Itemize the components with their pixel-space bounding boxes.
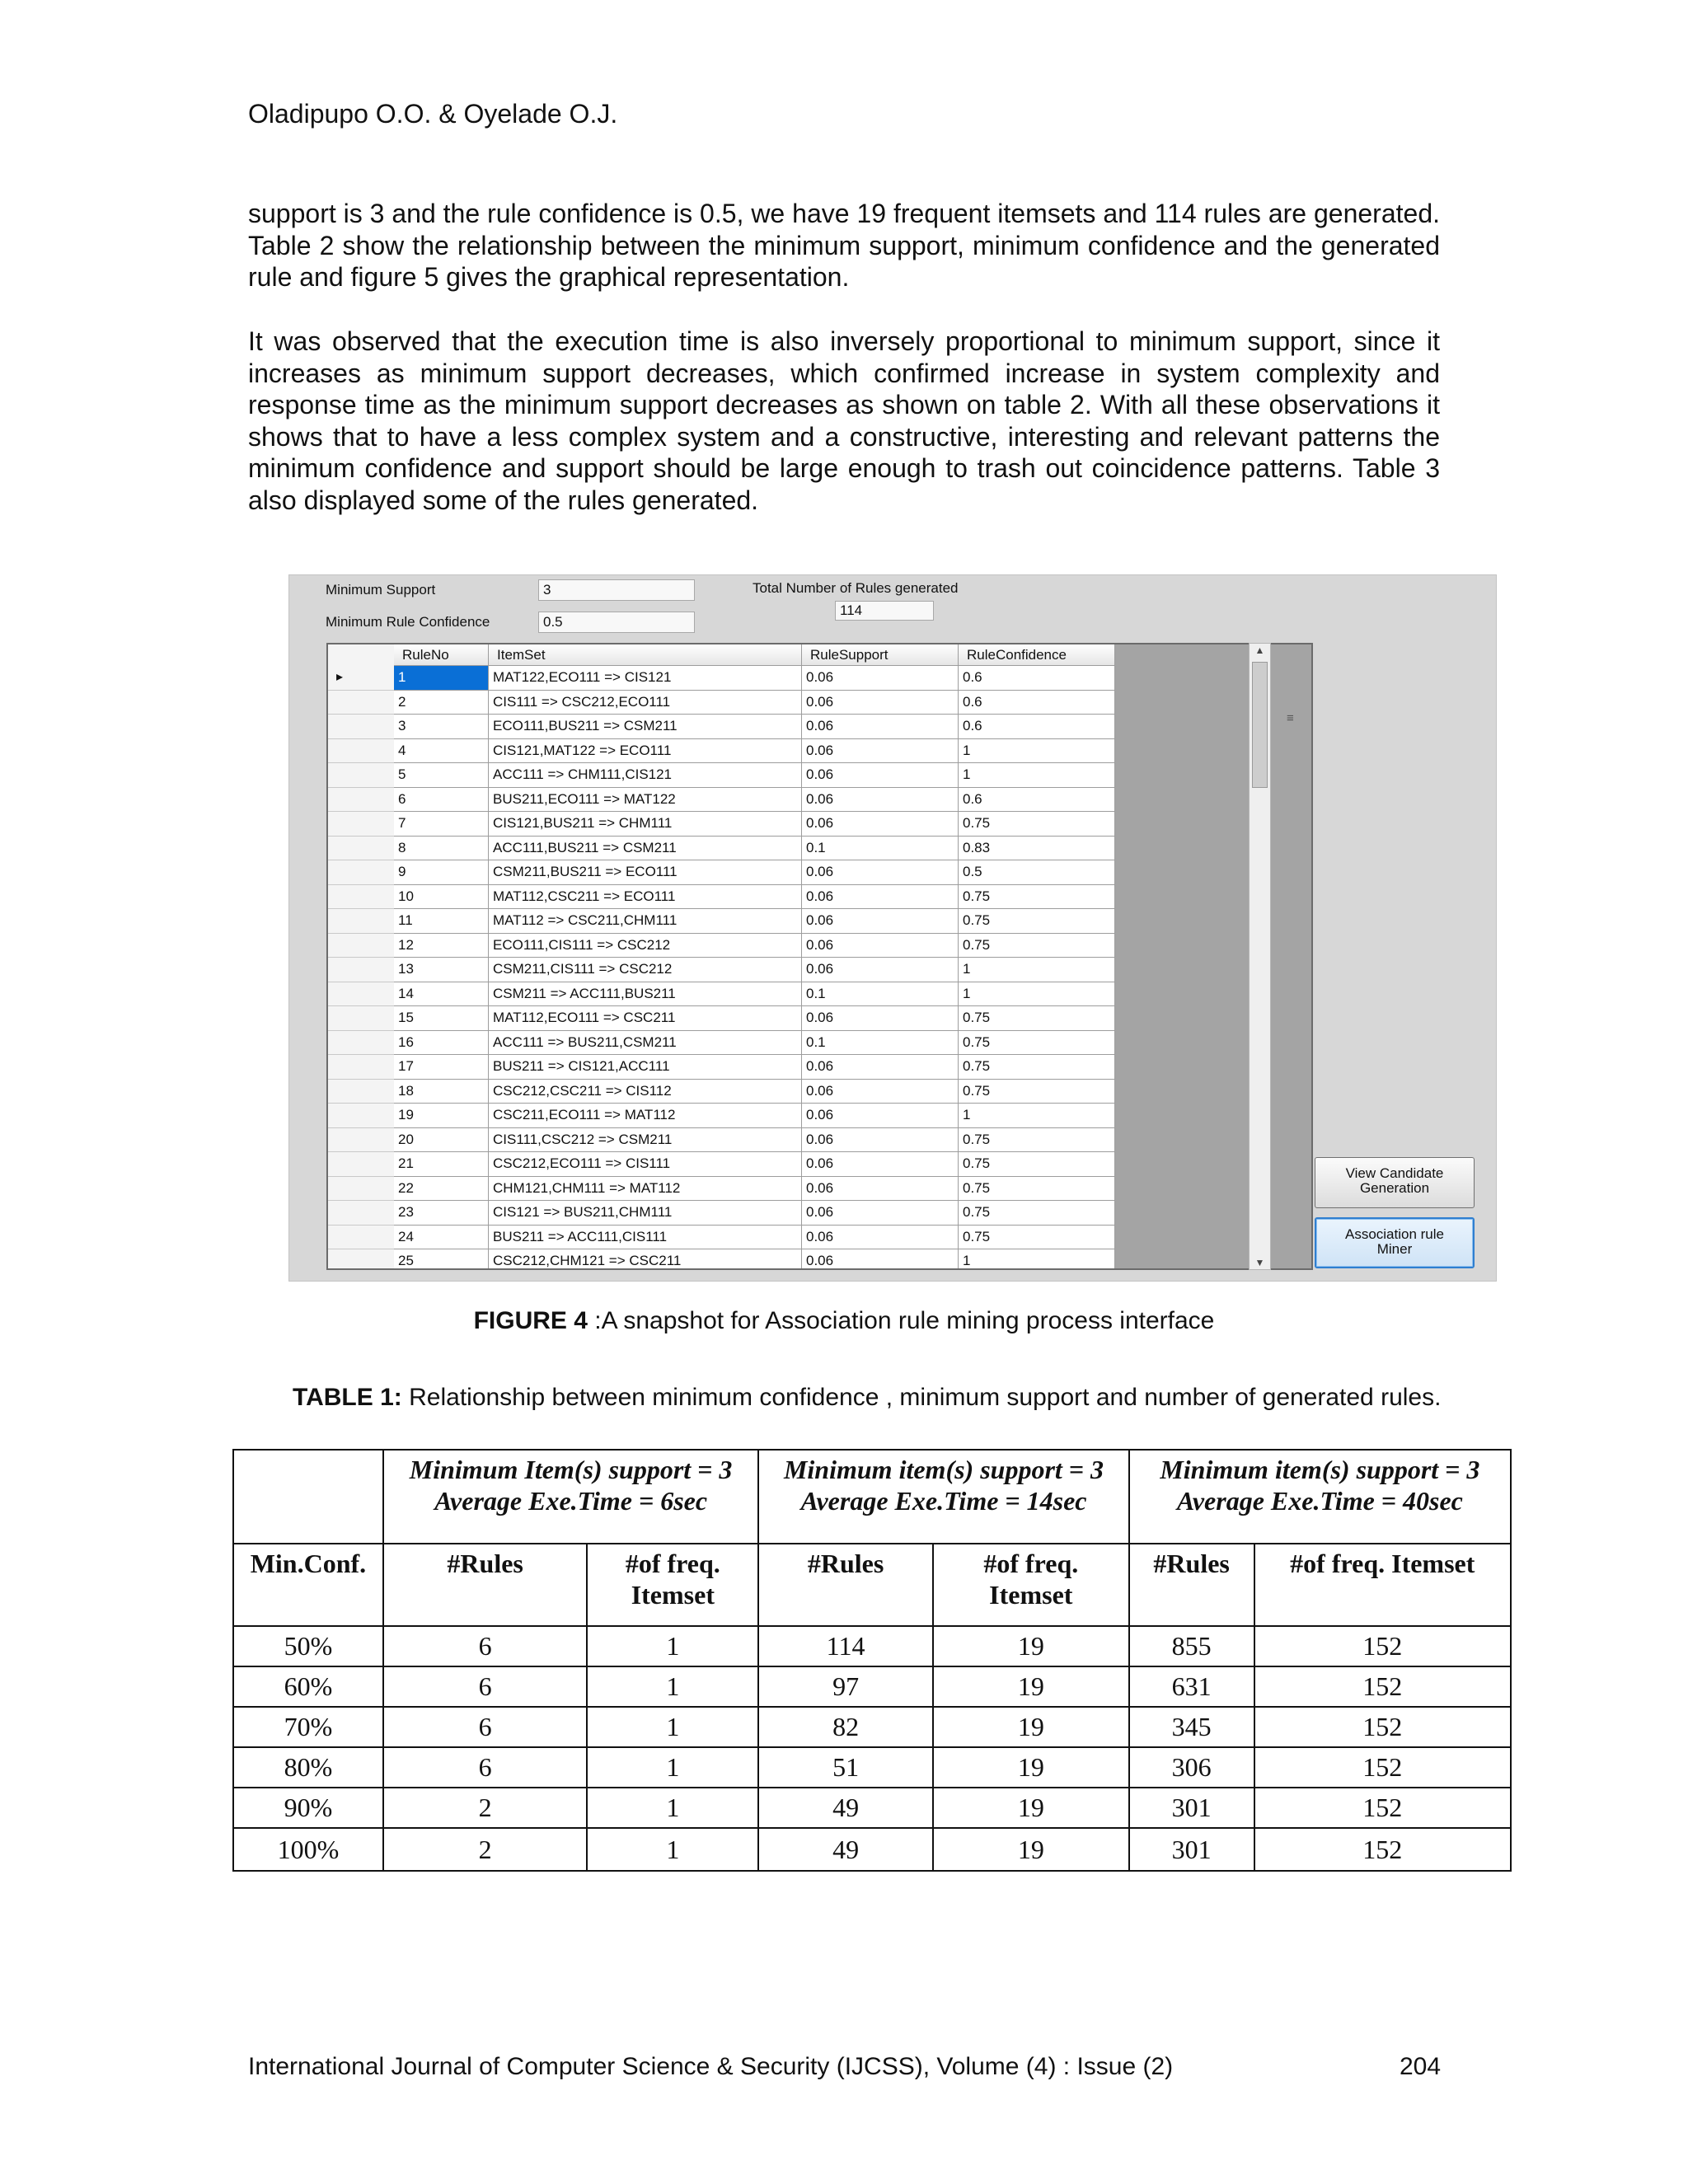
- table-cell: 301: [1129, 1788, 1254, 1828]
- cell-ruleno[interactable]: 17: [394, 1055, 489, 1080]
- table-cell: 1: [587, 1707, 758, 1747]
- cell-rulesupport[interactable]: 0.06: [802, 1055, 959, 1080]
- cell-ruleno[interactable]: 4: [394, 739, 489, 764]
- cell-itemset[interactable]: CSC211,ECO111 => MAT112: [489, 1104, 802, 1128]
- table-cell: 19: [933, 1666, 1129, 1707]
- table-cell: 152: [1254, 1828, 1511, 1871]
- cell-ruleconfidence[interactable]: 0.6: [959, 666, 1115, 691]
- table-cell: 19: [933, 1788, 1129, 1828]
- min-support-label: Minimum Support: [326, 582, 436, 598]
- subheader-cell: Min.Conf.: [233, 1544, 383, 1626]
- results-table: [232, 1449, 1512, 1872]
- table-cell: 6: [383, 1747, 588, 1788]
- cell-ruleconfidence[interactable]: 0.75: [959, 1152, 1115, 1177]
- table-cell: 90%: [233, 1788, 383, 1828]
- grid-row[interactable]: [328, 1006, 1115, 1031]
- grid-row[interactable]: [328, 812, 1115, 837]
- cell-ruleconfidence[interactable]: 1: [959, 1249, 1115, 1270]
- cell-itemset[interactable]: CSC212,CHM121 => CSC211: [489, 1249, 802, 1270]
- cell-rulesupport[interactable]: 0.06: [802, 934, 959, 958]
- grid-row[interactable]: [328, 934, 1115, 958]
- cell-ruleno[interactable]: 14: [394, 982, 489, 1007]
- cell-rulesupport[interactable]: 0.06: [802, 860, 959, 885]
- cell-rulesupport[interactable]: 0.06: [802, 1006, 959, 1031]
- figure-caption: [0, 1307, 1688, 1335]
- vertical-scrollbar[interactable]: [1249, 643, 1271, 1270]
- cell-ruleno[interactable]: 1: [394, 666, 489, 691]
- current-row-arrow-icon[interactable]: ▸: [328, 666, 394, 691]
- cell-itemset[interactable]: ECO111,CIS111 => CSC212: [489, 934, 802, 958]
- grid-row[interactable]: [328, 1201, 1115, 1226]
- cell-ruleconfidence[interactable]: 0.6: [959, 788, 1115, 813]
- association-rule-miner-button[interactable]: Association rule Miner: [1315, 1217, 1475, 1268]
- page-number: 204: [1400, 2053, 1442, 2080]
- cell-ruleno[interactable]: 11: [394, 909, 489, 934]
- body-paragraph: It was observed that the execution time is also inversely proportional to minimum support, since it increases as minimum support decreases, which confirmed increase in system complexity and response time as the minimum support decreases as shown on table 2. With all these observations it shows that to have a less complex system and a constructive, interesting and relevant patterns the minimum confidence and support should be large enough to trash out coincidence patterns. Table 3 also displayed some of the rules generated.: [248, 326, 1440, 515]
- row-header-cell[interactable]: [328, 837, 394, 861]
- grid-row[interactable]: [328, 837, 1115, 861]
- table-cell: 6: [383, 1626, 588, 1666]
- row-header-cell[interactable]: [328, 1104, 394, 1128]
- cell-ruleconfidence[interactable]: 0.75: [959, 1128, 1115, 1153]
- table-cell: 2: [383, 1788, 588, 1828]
- grid-row[interactable]: [328, 788, 1115, 813]
- cell-rulesupport[interactable]: 0.06: [802, 1249, 959, 1270]
- table-cell: 152: [1254, 1666, 1511, 1707]
- table-cell: 301: [1129, 1828, 1254, 1871]
- subheader-cell: #Rules: [1129, 1544, 1254, 1626]
- subheader-cell: #of freq. Itemset: [587, 1544, 758, 1626]
- cell-ruleconfidence[interactable]: 0.75: [959, 1055, 1115, 1080]
- table-cell: 152: [1254, 1707, 1511, 1747]
- subheader-cell: #Rules: [758, 1544, 933, 1626]
- figure-caption-label: FIGURE 4: [473, 1307, 588, 1334]
- table-cell: 49: [758, 1828, 933, 1871]
- cell-ruleconfidence[interactable]: 0.75: [959, 909, 1115, 934]
- subheader-cell: #Rules: [383, 1544, 588, 1626]
- row-header-cell[interactable]: [328, 1055, 394, 1080]
- row-header-cell[interactable]: [328, 1031, 394, 1056]
- row-header-cell[interactable]: [328, 958, 394, 982]
- cell-itemset[interactable]: MAT112,CSC211 => ECO111: [489, 885, 802, 910]
- grid-row[interactable]: [328, 958, 1115, 982]
- table-cell: 855: [1129, 1626, 1254, 1666]
- table-cell: 49: [758, 1788, 933, 1828]
- table-cell: 1: [587, 1788, 758, 1828]
- cell-ruleno[interactable]: 12: [394, 934, 489, 958]
- journal-footer: International Journal of Computer Science & Security (IJCSS), Volume (4) : Issue (2): [248, 2053, 1174, 2080]
- cell-ruleconfidence[interactable]: 1: [959, 982, 1115, 1007]
- min-support-input[interactable]: 3: [538, 579, 695, 601]
- cell-itemset[interactable]: CIS121,MAT122 => ECO111: [489, 739, 802, 764]
- cell-ruleno[interactable]: 19: [394, 1104, 489, 1128]
- table-cell: 19: [933, 1828, 1129, 1871]
- grid-row[interactable]: [328, 715, 1115, 739]
- grid-row[interactable]: [328, 1031, 1115, 1056]
- cell-itemset[interactable]: BUS211 => ACC111,CIS111: [489, 1226, 802, 1250]
- min-confidence-input[interactable]: 0.5: [538, 612, 695, 633]
- table-cell: 152: [1254, 1788, 1511, 1828]
- grid-row[interactable]: [328, 1104, 1115, 1128]
- cell-rulesupport[interactable]: 0.06: [802, 1177, 959, 1202]
- group-header-40sec: Minimum item(s) support = 3 Average Exe.Time = 40sec: [1129, 1450, 1511, 1544]
- cell-rulesupport[interactable]: 0.1: [802, 1031, 959, 1056]
- row-header-cell[interactable]: [328, 1152, 394, 1177]
- grid-row[interactable]: [328, 1080, 1115, 1104]
- cell-rulesupport[interactable]: 0.06: [802, 739, 959, 764]
- cell-itemset[interactable]: CSM211,CIS111 => CSC212: [489, 958, 802, 982]
- cell-ruleno[interactable]: 22: [394, 1177, 489, 1202]
- table-corner-cell: [233, 1450, 383, 1544]
- cell-rulesupport[interactable]: 0.06: [802, 909, 959, 934]
- cell-ruleno[interactable]: 3: [394, 715, 489, 739]
- scroll-thumb[interactable]: [1252, 662, 1268, 788]
- cell-itemset[interactable]: CIS111,CSC212 => CSM211: [489, 1128, 802, 1153]
- table-cell: 1: [587, 1747, 758, 1788]
- row-header-cell[interactable]: [328, 788, 394, 813]
- cell-itemset[interactable]: MAT122,ECO111 => CIS121: [489, 666, 802, 691]
- subheader-cell: #of freq. Itemset: [933, 1544, 1129, 1626]
- subheader-cell: #of freq. Itemset: [1254, 1544, 1511, 1626]
- grid-row[interactable]: [328, 1152, 1115, 1177]
- grid-row[interactable]: [328, 763, 1115, 788]
- row-header-cell[interactable]: [328, 1080, 394, 1104]
- cell-ruleconfidence[interactable]: 1: [959, 958, 1115, 982]
- table-cell: 50%: [233, 1626, 383, 1666]
- cell-ruleconfidence[interactable]: 0.75: [959, 1226, 1115, 1250]
- cell-rulesupport[interactable]: 0.06: [802, 691, 959, 715]
- table-cell: 152: [1254, 1626, 1511, 1666]
- cell-ruleconfidence[interactable]: 0.83: [959, 837, 1115, 861]
- row-header-cell[interactable]: [328, 982, 394, 1007]
- group-header-14sec: Minimum item(s) support = 3 Average Exe.Time = 14sec: [758, 1450, 1128, 1544]
- cell-rulesupport[interactable]: 0.06: [802, 1226, 959, 1250]
- cell-ruleconfidence[interactable]: 0.75: [959, 885, 1115, 910]
- table-cell: 97: [758, 1666, 933, 1707]
- row-header-cell[interactable]: [328, 812, 394, 837]
- cell-ruleno[interactable]: 24: [394, 1226, 489, 1250]
- cell-ruleno[interactable]: 15: [394, 1006, 489, 1031]
- association-rule-app-screenshot: [288, 574, 1497, 1282]
- table-cell: 345: [1129, 1707, 1254, 1747]
- cell-itemset[interactable]: BUS211 => CIS121,ACC111: [489, 1055, 802, 1080]
- row-header-cell[interactable]: [328, 691, 394, 715]
- figure-caption-text: :A snapshot for Association rule mining process interface: [587, 1307, 1215, 1334]
- table-caption-label: TABLE 1:: [293, 1384, 402, 1411]
- cell-ruleconfidence[interactable]: 0.75: [959, 1201, 1115, 1226]
- cell-itemset[interactable]: CHM121,CHM111 => MAT112: [489, 1177, 802, 1202]
- table-cell: 114: [758, 1626, 933, 1666]
- cell-itemset[interactable]: BUS211,ECO111 => MAT122: [489, 788, 802, 813]
- grid-row[interactable]: [328, 1226, 1115, 1250]
- cell-itemset[interactable]: CSM211 => ACC111,BUS211: [489, 982, 802, 1007]
- table-cell: 19: [933, 1707, 1129, 1747]
- table-caption-text: Relationship between minimum confidence , minimum support and number of generated rules.: [401, 1384, 1442, 1411]
- table-cell: 306: [1129, 1747, 1254, 1788]
- view-candidate-generation-button[interactable]: View Candidate Generation: [1315, 1157, 1475, 1208]
- table-row: [233, 1828, 1511, 1871]
- row-header-cell[interactable]: [328, 909, 394, 934]
- row-header-cell[interactable]: [328, 885, 394, 910]
- grid-row[interactable]: [328, 1177, 1115, 1202]
- cell-ruleconfidence[interactable]: 0.75: [959, 934, 1115, 958]
- table-cell: 80%: [233, 1747, 383, 1788]
- cell-itemset[interactable]: ACC111 => CHM111,CIS121: [489, 763, 802, 788]
- cell-rulesupport[interactable]: 0.06: [802, 1104, 959, 1128]
- row-header-cell[interactable]: [328, 1201, 394, 1226]
- cell-ruleno[interactable]: 18: [394, 1080, 489, 1104]
- cell-rulesupport[interactable]: 0.1: [802, 837, 959, 861]
- total-rules-value: 114: [835, 601, 934, 621]
- table-cell: 1: [587, 1626, 758, 1666]
- table-cell: 1: [587, 1828, 758, 1871]
- grid-row[interactable]: [328, 860, 1115, 885]
- cell-ruleconfidence[interactable]: 0.75: [959, 1080, 1115, 1104]
- row-header-cell[interactable]: [328, 1177, 394, 1202]
- cell-rulesupport[interactable]: 0.06: [802, 1128, 959, 1153]
- table-row: [233, 1626, 1511, 1666]
- table-cell: 19: [933, 1626, 1129, 1666]
- cell-ruleno[interactable]: 7: [394, 812, 489, 837]
- cell-ruleconfidence[interactable]: 0.5: [959, 860, 1115, 885]
- row-header-cell[interactable]: [328, 739, 394, 764]
- col-header-rulesupport[interactable]: RuleSupport: [802, 644, 959, 666]
- grid-row[interactable]: [328, 909, 1115, 934]
- cell-ruleconfidence[interactable]: 1: [959, 1104, 1115, 1128]
- table-cell: 60%: [233, 1666, 383, 1707]
- cell-rulesupport[interactable]: 0.06: [802, 666, 959, 691]
- row-header-cell[interactable]: [328, 763, 394, 788]
- grid-row[interactable]: [328, 1249, 1115, 1270]
- grid-row[interactable]: [328, 1128, 1115, 1153]
- cell-itemset[interactable]: ACC111,BUS211 => CSM211: [489, 837, 802, 861]
- row-header-cell[interactable]: [328, 1128, 394, 1153]
- row-header-cell[interactable]: [328, 1006, 394, 1031]
- cell-itemset[interactable]: CSC212,CSC211 => CIS112: [489, 1080, 802, 1104]
- cell-ruleno[interactable]: 10: [394, 885, 489, 910]
- group-header-6sec: Minimum Item(s) support = 3 Average Exe.Time = 6sec: [383, 1450, 758, 1544]
- cell-ruleno[interactable]: 25: [394, 1249, 489, 1270]
- cell-itemset[interactable]: MAT112 => CSC211,CHM111: [489, 909, 802, 934]
- row-header-cell[interactable]: [328, 860, 394, 885]
- cell-ruleno[interactable]: 6: [394, 788, 489, 813]
- cell-ruleconfidence[interactable]: 0.75: [959, 1031, 1115, 1056]
- cell-rulesupport[interactable]: 0.06: [802, 1152, 959, 1177]
- cell-itemset[interactable]: MAT112,ECO111 => CSC211: [489, 1006, 802, 1031]
- table-cell: 6: [383, 1707, 588, 1747]
- cell-rulesupport[interactable]: 0.06: [802, 715, 959, 739]
- row-header-cell[interactable]: [328, 934, 394, 958]
- min-confidence-label: Minimum Rule Confidence: [326, 614, 490, 630]
- cell-ruleno[interactable]: 8: [394, 837, 489, 861]
- cell-rulesupport[interactable]: 0.06: [802, 788, 959, 813]
- table-cell: 70%: [233, 1707, 383, 1747]
- table-cell: 152: [1254, 1747, 1511, 1788]
- cell-ruleconfidence[interactable]: 0.75: [959, 812, 1115, 837]
- rules-grid[interactable]: [326, 643, 1313, 1270]
- cell-rulesupport[interactable]: 0.06: [802, 1080, 959, 1104]
- cell-itemset[interactable]: CIS121 => BUS211,CHM111: [489, 1201, 802, 1226]
- table-cell: 100%: [233, 1828, 383, 1871]
- grid-row[interactable]: [328, 691, 1115, 715]
- table-cell: 6: [383, 1666, 588, 1707]
- row-header-cell[interactable]: [328, 1226, 394, 1250]
- cell-rulesupport[interactable]: 0.06: [802, 958, 959, 982]
- body-paragraph: support is 3 and the rule confidence is 0.5, we have 19 frequent itemsets and 114 rules are generated. Table 2 show the relationship between the minimum support, minimum confidence and the generated rule and figure 5 gives the graphical representation.: [248, 199, 1440, 292]
- cell-itemset[interactable]: CSC212,ECO111 => CIS111: [489, 1152, 802, 1177]
- cell-rulesupport[interactable]: 0.06: [802, 812, 959, 837]
- row-header-cell[interactable]: [328, 715, 394, 739]
- cell-ruleno[interactable]: 5: [394, 763, 489, 788]
- cell-ruleno[interactable]: 21: [394, 1152, 489, 1177]
- grid-row[interactable]: [328, 1055, 1115, 1080]
- col-header-ruleconfidence[interactable]: RuleConfidence: [959, 644, 1115, 666]
- cell-itemset[interactable]: ECO111,BUS211 => CSM211: [489, 715, 802, 739]
- table-cell: 19: [933, 1747, 1129, 1788]
- cell-ruleconfidence[interactable]: 1: [959, 739, 1115, 764]
- cell-itemset[interactable]: CIS121,BUS211 => CHM111: [489, 812, 802, 837]
- col-header-itemset[interactable]: ItemSet: [489, 644, 802, 666]
- cell-itemset[interactable]: ACC111 => BUS211,CSM211: [489, 1031, 802, 1056]
- cell-ruleconfidence[interactable]: 1: [959, 763, 1115, 788]
- row-header-cell[interactable]: [328, 1249, 394, 1270]
- running-header: Oladipupo O.O. & Oyelade O.J.: [248, 99, 618, 129]
- grid-row[interactable]: [328, 982, 1115, 1007]
- cell-ruleno[interactable]: 23: [394, 1201, 489, 1226]
- cell-ruleconfidence[interactable]: 0.75: [959, 1006, 1115, 1031]
- cell-ruleconfidence[interactable]: 0.6: [959, 715, 1115, 739]
- cell-ruleno[interactable]: 13: [394, 958, 489, 982]
- scroll-down-arrow-icon[interactable]: ▼: [1254, 1257, 1265, 1268]
- table-cell: 1: [587, 1666, 758, 1707]
- cell-itemset[interactable]: CSM211,BUS211 => ECO111: [489, 860, 802, 885]
- table-cell: 51: [758, 1747, 933, 1788]
- cell-rulesupport[interactable]: 0.06: [802, 1201, 959, 1226]
- table-row: [233, 1788, 1511, 1828]
- grid-row[interactable]: [328, 666, 1115, 691]
- cell-ruleno[interactable]: 20: [394, 1128, 489, 1153]
- cell-ruleconfidence[interactable]: 0.75: [959, 1177, 1115, 1202]
- table-cell: 2: [383, 1828, 588, 1871]
- total-rules-label: Total Number of Rules generated: [753, 580, 959, 596]
- cell-rulesupport[interactable]: 0.06: [802, 763, 959, 788]
- table-row: [233, 1707, 1511, 1747]
- table-caption: [293, 1384, 1441, 1412]
- cell-rulesupport[interactable]: 0.1: [802, 982, 959, 1007]
- table-cell: 631: [1129, 1666, 1254, 1707]
- grid-row[interactable]: [328, 739, 1115, 764]
- grid-row[interactable]: [328, 885, 1115, 910]
- cell-itemset[interactable]: CIS111 => CSC212,ECO111: [489, 691, 802, 715]
- cell-ruleno[interactable]: 9: [394, 860, 489, 885]
- scroll-up-arrow-icon[interactable]: ▲: [1254, 644, 1265, 656]
- table-row: [233, 1666, 1511, 1707]
- table-row: [233, 1747, 1511, 1788]
- table-cell: 82: [758, 1707, 933, 1747]
- cell-ruleno[interactable]: 16: [394, 1031, 489, 1056]
- cell-ruleconfidence[interactable]: 0.6: [959, 691, 1115, 715]
- cell-rulesupport[interactable]: 0.06: [802, 885, 959, 910]
- cell-ruleno[interactable]: 2: [394, 691, 489, 715]
- resize-grip-icon: ≡: [1287, 711, 1294, 725]
- col-header-ruleno[interactable]: RuleNo: [394, 644, 489, 666]
